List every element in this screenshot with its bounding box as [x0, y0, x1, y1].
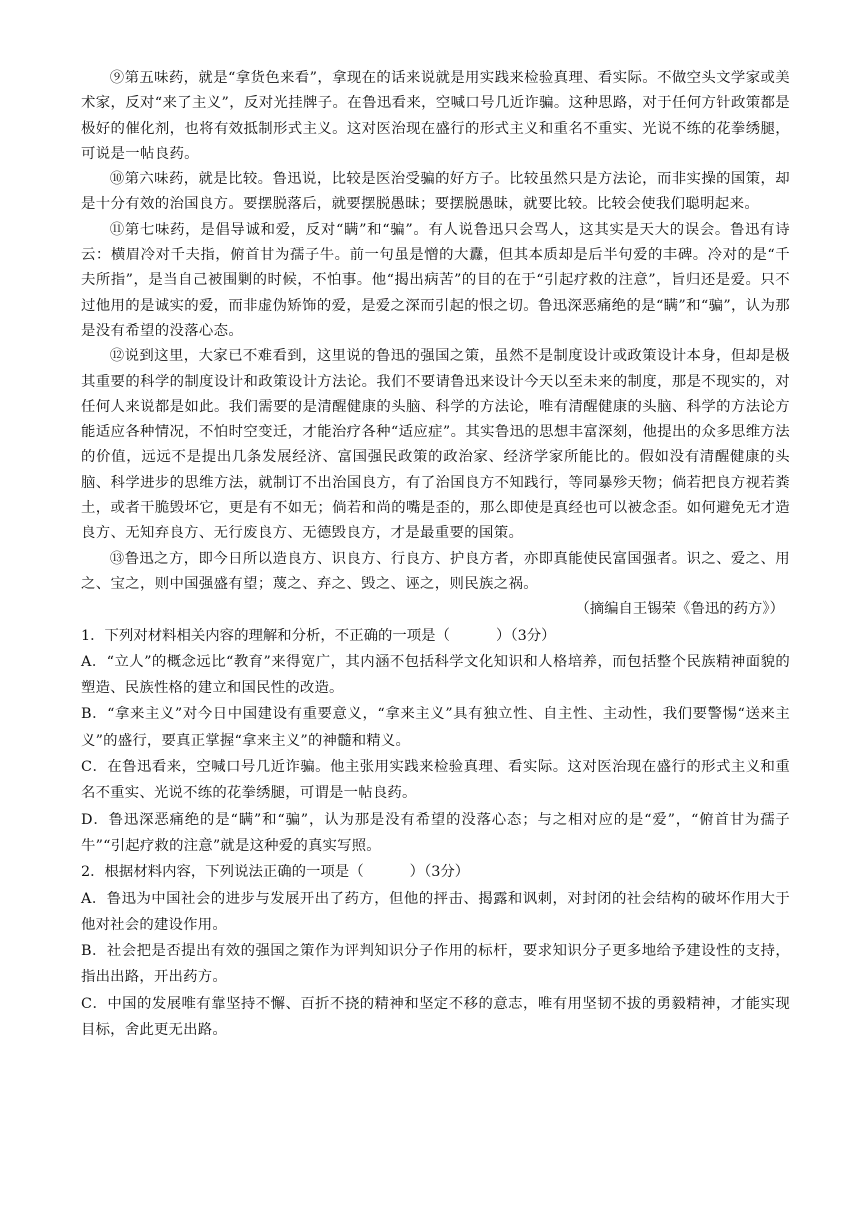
option-b: B．“拿来主义”对今日中国建设有重要意义，“拿来主义”具有独立性、自主性、主动性，我们要警惕“送来主义”的盛行，要真正掌握“拿来主义”的神髓和精义。 [81, 706, 790, 749]
article-source: （摘编自王锡荣《鲁迅的药方》） [575, 601, 784, 618]
option-c: C．中国的发展唯有靠坚持不懈、百折不挠的精神和坚定不移的意志，唯有用坚韧不拔的勇毅精神，才能实现目标，舍此更无出路。 [81, 995, 790, 1038]
article-excerpt [81, 66, 790, 623]
question-1 [81, 623, 790, 860]
paragraph-9: ⑨第五味药，就是“拿货色来看”，拿现在的话来说就是用实践来检验真理、看实际。不做空头文学家或美术家，反对“来了主义”，反对光挂牌子。在鲁迅看来，空喊口号几近诈骗。这种思路，对于任何方针政策都是极好的催化剂，也将有效抵制形式主义。这对医治现在盛行的形式主义和重名不重实、光说不练的花拳绣腿，可说是一帖良药。 [81, 70, 790, 162]
question-stem-text: 1．下列对材料相关内容的理解和分析，不正确的一项是（ [81, 627, 450, 644]
paragraph-10: ⑩第六味药，就是比较。鲁迅说，比较是医治受骗的好方子。比较虽然只是方法论，而非实操的国策，却是十分有效的治国良方。要摆脱落后，就要摆脱愚昧；要摆脱愚昧，就要比较。比较会使我们聪明起来。 [81, 171, 790, 213]
question-score: ）（3分） [409, 864, 470, 881]
question-2 [81, 859, 790, 1043]
paragraph-13: ⑬鲁迅之方，即今日所以造良方、识良方、行良方、护良方者，亦即真能使民富国强者。识之、爱之、用之、宝之，则中国强盛有望；蔑之、弃之、毁之、诬之，则民族之祸。 [81, 550, 790, 592]
option-d: D．鲁迅深恶痛绝的是“瞒”和“骗”，认为那是没有希望的没落心态；与之相对应的是“爱”，“俯首甘为孺子牛”“引起疗救的注意”就是这种爱的真实写照。 [81, 811, 790, 854]
option-b: B．社会把是否提出有效的强国之策作为评判知识分子作用的标杆，要求知识分子更多地给予建设性的支持，指出出路，开出药方。 [81, 943, 790, 986]
paragraph-12: ⑫说到这里，大家已不难看到，这里说的鲁迅的强国之策，虽然不是制度设计或政策设计本身，但却是极其重要的科学的制度设计和政策设计方法论。我们不要请鲁迅来设计今天以至未来的制度，那是不现实的，对任何人来说都是如此。我们需要的是清醒健康的头脑、科学的方法论，唯有清醒健康的头脑、科学的方法论方能适应各种情况，不怕时空变迁，才能治疗各种“适应症”。其实鲁迅的思想丰富深刻，他提出的众多思维方法的价值，远远不是提出几条发展经济、富国强民政策的政治家、经济学家所能比的。假如没有清醒健康的头脑、科学进步的思维方法，就制订不出治国良方，有了治国良方不知践行，等同暴殄天物；倘若把良方视若粪土，或者干脆毁坏它，更是有不如无；倘若和尚的嘴是歪的，那么即使是真经也可以被念歪。如何避免无才造良方、无知弃良方、无行废良方、无德毁良方，才是最重要的国策。 [81, 348, 790, 542]
question-stem [81, 623, 790, 649]
question-stem [81, 859, 790, 885]
paragraph-11: ⑪第七味药，是倡导诚和爱，反对“瞒”和“骗”。有人说鲁迅只会骂人，这其实是天大的误会。鲁迅有诗云：横眉冷对千夫指，俯首甘为孺子牛。前一句虽是憎的大纛，但其本质却是后半句爱的丰碑。冷对的是“千夫所指”，是当自己被围剿的时候，不怕事。他“揭出病苦”的目的在于“引起疗救的注意”，旨归还是爱。只不过他用的是诚实的爱，而非虚伪矫饰的爱，是爱之深而引起的恨之切。鲁迅深恶痛绝的是“瞒”和“骗”，认为那是没有希望的没落心态。 [81, 221, 790, 339]
question-score: ）（3分） [496, 627, 556, 644]
option-c: C．在鲁迅看来，空喊口号几近诈骗。他主张用实践来检验真理、看实际。这对医治现在盛行的形式主义和重名不重实、光说不练的花拳绣腿，可谓是一帖良药。 [81, 759, 790, 802]
exam-page [81, 66, 790, 1043]
option-a: A．“立人”的概念远比“教育”来得宽广，其内涵不包括科学文化知识和人格培养，而包括整个民族精神面貌的塑造、民族性格的建立和国民性的改造。 [81, 653, 790, 697]
question-stem-text: 2．根据材料内容，下列说法正确的一项是（ [81, 864, 364, 881]
option-a: A．鲁迅为中国社会的进步与发展开出了药方，但他的抨击、揭露和讽刺，对封闭的社会结构的破坏作用大于他对社会的建设作用。 [81, 890, 790, 933]
